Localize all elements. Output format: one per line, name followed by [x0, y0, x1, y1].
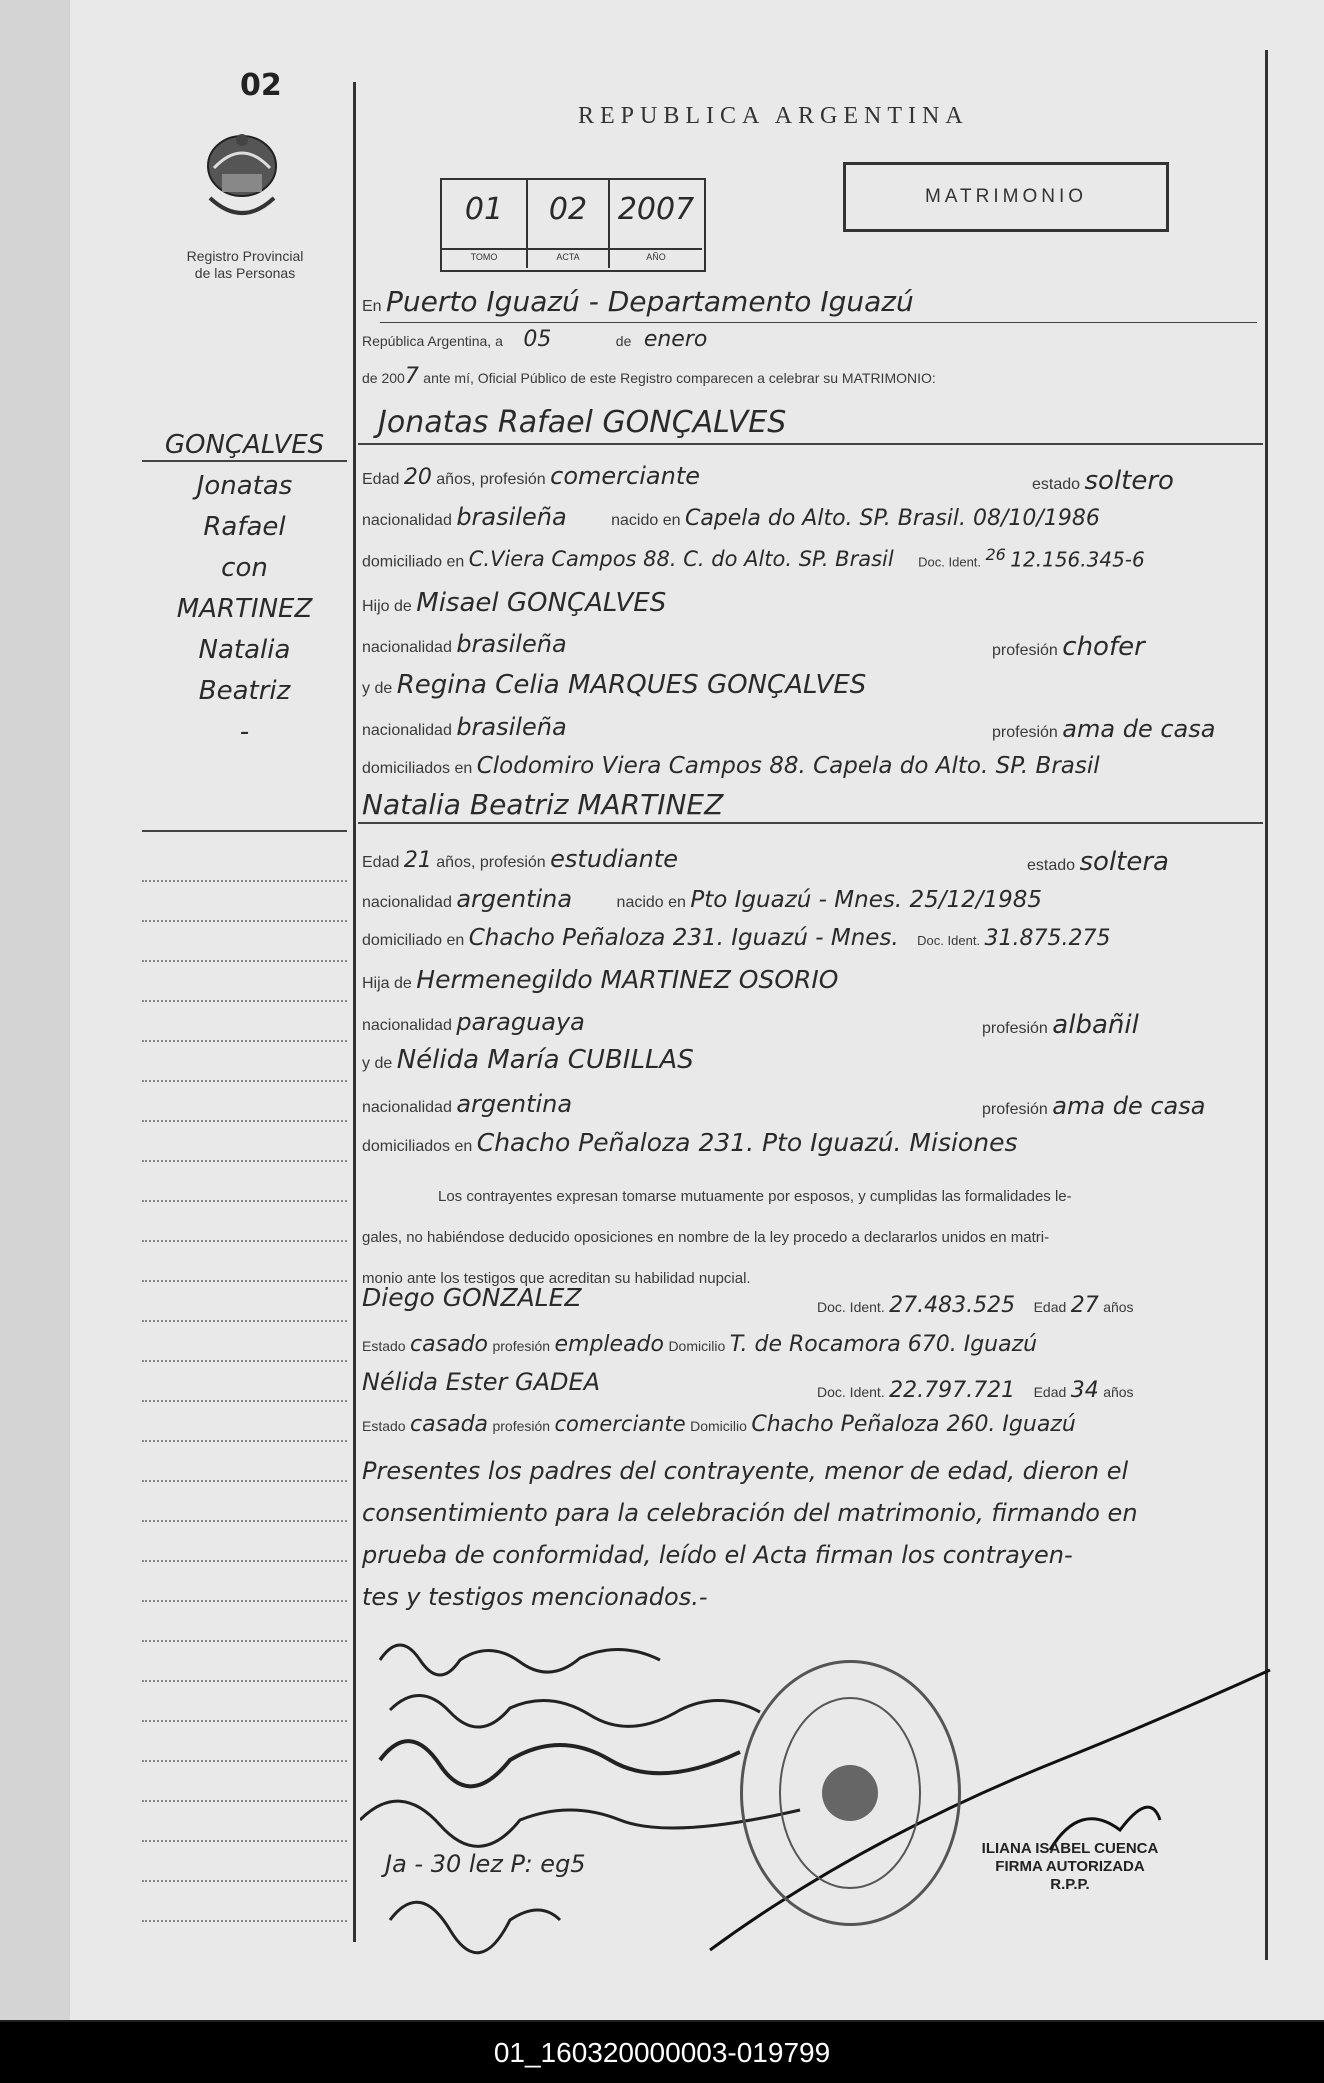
place-line: [362, 285, 1257, 318]
declaration-line: monio ante los testigos que acreditan su habilidad nupcial.: [362, 1270, 751, 1287]
rule: [358, 443, 1263, 445]
margin-name-line: Natalia: [198, 635, 291, 665]
domiciliados-label: domiciliados en: [362, 760, 473, 777]
bride-age: 21: [403, 848, 432, 873]
groom-doc: 12.156.345-6: [1010, 547, 1145, 572]
month-value: enero: [643, 327, 708, 352]
note-line: prueba de conformidad, leído el Acta firman los contrayen-: [362, 1541, 1073, 1569]
anos-label: años: [1103, 1384, 1134, 1400]
bride-age-line: [362, 845, 1257, 877]
tomo-caption: TOMO: [442, 248, 526, 268]
margin-rule: [142, 1000, 347, 1002]
bride-birth: Pto Iguazú - Mnes. 25/12/1985: [690, 887, 1043, 913]
witness-2-age: 34: [1070, 1378, 1099, 1403]
groom-mother-line: [362, 670, 1257, 700]
officer-registry: R.P.P.: [1050, 1876, 1090, 1893]
bride-parents-address: Chacho Peñaloza 231. Pto Iguazú. Misiones: [476, 1128, 1018, 1157]
bride-father: Hermenegildo MARTINEZ OSORIO: [416, 965, 839, 994]
profesion-label: profesión: [992, 642, 1058, 659]
margin-rule: [142, 1680, 347, 1682]
bride-address-line: [362, 925, 1257, 951]
margin-rule: [142, 1480, 347, 1482]
officer-name: ILIANA ISABEL CUENCA: [981, 1840, 1159, 1857]
witness-1-status: casado: [410, 1332, 488, 1357]
bride-nationality: argentina: [456, 885, 573, 913]
nacionalidad-label: nacionalidad: [362, 1099, 452, 1116]
margin-rule: [142, 1040, 347, 1042]
registry-line-1: Registro Provincial: [186, 248, 304, 264]
groom-age-line: [362, 462, 1257, 496]
margin-rule: [142, 1120, 347, 1122]
witness-2-name: Nélida Ester GADEA: [362, 1368, 601, 1396]
margin-rule: [142, 880, 347, 882]
groom-mother: Regina Celia MARQUES GONÇALVES: [396, 670, 867, 700]
edad-label: Edad: [362, 471, 400, 488]
intro-text: ante mí, Oficial Público de este Registro comparecen a celebrar su MATRIMONIO:: [423, 370, 936, 386]
margin-rule: [142, 1720, 347, 1722]
groom-parents-address: Clodomiro Viera Campos 88. Capela do Alto. SP. Brasil: [476, 753, 1100, 779]
groom-address: C.Viera Campos 88. C. do Alto. SP. Brasil: [468, 547, 894, 572]
tomo-value: 01: [464, 192, 504, 227]
witness-1-name: Diego GONZALEZ: [362, 1283, 582, 1312]
bottom-note: Ja - 30 lez P: eg5: [385, 1850, 586, 1878]
profesion-label: profesión: [492, 1338, 551, 1354]
nacionalidad-label: nacionalidad: [362, 512, 452, 529]
witness-1-doc: 27.483.525: [889, 1293, 1016, 1318]
nacionalidad-label: nacionalidad: [362, 639, 452, 656]
groom-birth: Capela do Alto. SP. Brasil. 08/10/1986: [684, 506, 1100, 531]
witness-2-status: casada: [410, 1412, 489, 1437]
officer-stamp-text: [950, 1840, 1190, 1894]
bride-doc: 31.875.275: [984, 926, 1111, 951]
edad-label: Edad: [1033, 1384, 1067, 1400]
groom-father-profession: chofer: [1062, 632, 1145, 662]
year-digit: 7: [404, 364, 419, 389]
margin-name-line: -: [239, 717, 250, 747]
ano-value: 2007: [617, 192, 695, 227]
bride-mother-line: [362, 1045, 1257, 1075]
record-number-boxes: [440, 178, 706, 272]
edad-label: Edad: [362, 854, 400, 871]
profesion-label: profesión: [982, 1101, 1048, 1118]
y-de-label: y de: [362, 1055, 393, 1072]
witness-2-profession: comerciante: [554, 1412, 686, 1436]
groom-nationality: brasileña: [456, 503, 567, 531]
margin-rule: [142, 1520, 347, 1522]
record-type-box: MATRIMONIO: [843, 162, 1169, 232]
margin-rule: [142, 1400, 347, 1402]
registry-label: [170, 248, 320, 282]
witness-2-detail-line: [362, 1412, 1257, 1437]
witness-2-line: [362, 1368, 1257, 1403]
margin-rule: [142, 1440, 347, 1442]
page-edge: [0, 0, 70, 2020]
doc-label: Doc. Ident.: [817, 1384, 885, 1400]
profesion-label: profesión: [492, 1418, 551, 1434]
margin-name-line: Rafael: [203, 512, 286, 542]
groom-father-nat-line: [362, 630, 1257, 662]
domiciliado-label: domiciliado en: [362, 932, 465, 949]
en-label: En: [362, 298, 382, 315]
margin-rule: [142, 1760, 347, 1762]
margin-divider: [142, 830, 347, 832]
estado-label: Estado: [362, 1418, 406, 1434]
bride-father-nationality: paraguaya: [456, 1008, 585, 1036]
tomo-cell: [442, 180, 528, 268]
anos-label: años: [1103, 1299, 1134, 1315]
bride-status: soltera: [1079, 847, 1169, 877]
day-value: 05: [523, 327, 552, 352]
bride-father-profession: albañil: [1052, 1010, 1139, 1040]
margin-names: [142, 425, 347, 753]
margin-name-line: MARTINEZ: [176, 594, 313, 624]
nacido-label: nacido en: [616, 894, 686, 911]
bride-profession: estudiante: [550, 845, 679, 873]
hija-de-label: Hija de: [362, 975, 412, 992]
bride-parents-address-line: [362, 1128, 1257, 1157]
doc-label: Doc. Ident.: [917, 933, 981, 948]
witness-1-line: [362, 1283, 1257, 1318]
profesion-label: años, profesión: [436, 854, 546, 871]
edad-label: Edad: [1033, 1299, 1067, 1315]
groom-parents-address-line: [362, 753, 1257, 779]
declaration-text: [362, 1176, 1257, 1299]
bride-name: Natalia Beatriz MARTINEZ: [362, 788, 724, 821]
margin-rule: [142, 1560, 347, 1562]
profesion-label: años, profesión: [436, 471, 546, 488]
officer-title: FIRMA AUTORIZADA: [995, 1858, 1145, 1875]
margin-rule: [142, 1640, 347, 1642]
hijo-de-label: Hijo de: [362, 598, 412, 615]
groom-address-line: [362, 545, 1257, 571]
declaration-line: gales, no habiéndose deducido oposiciones en nombre de la ley procedo a declararlos unidos en matri-: [362, 1229, 1050, 1246]
witness-2-address: Chacho Peñaloza 260. Iguazú: [751, 1412, 1076, 1437]
registry-line-2: de las Personas: [194, 265, 296, 281]
rule: [380, 322, 1257, 323]
margin-rule: [142, 1360, 347, 1362]
country-title: REPUBLICA ARGENTINA: [578, 103, 969, 129]
intro-line: [362, 364, 1257, 389]
ano-cell: [610, 180, 702, 268]
margin-rule: [142, 1080, 347, 1082]
ano-caption: AÑO: [610, 248, 702, 268]
rule: [358, 822, 1263, 824]
bride-mother-profession: ama de casa: [1052, 1092, 1206, 1120]
year-prefix: de 200: [362, 370, 405, 386]
handwritten-notes: [362, 1450, 1262, 1618]
margin-rule: [142, 1840, 347, 1842]
domiciliado-label: domiciliado en: [362, 553, 465, 571]
nacionalidad-label: nacionalidad: [362, 894, 452, 911]
bride-father-line: [362, 965, 1257, 994]
bride-mother-nat-line: [362, 1090, 1257, 1118]
official-stamp: [740, 1660, 961, 1926]
groom-name: Jonatas Rafael GONÇALVES: [378, 405, 787, 440]
margin-name-line: Beatriz: [198, 676, 291, 706]
note-line: consentimiento para la celebración del matrimonio, firmando en: [362, 1499, 1138, 1527]
estado-label: estado: [1027, 857, 1076, 874]
margin-rule: [142, 1600, 347, 1602]
witness-1-detail-line: [362, 1332, 1257, 1357]
stamp-emblem-icon: [743, 1663, 958, 1923]
witness-1-profession: empleado: [554, 1332, 664, 1357]
place-value: Puerto Iguazú - Departamento Iguazú: [386, 285, 914, 318]
groom-mother-nat-line: [362, 713, 1257, 741]
y-de-label: y de: [362, 680, 393, 697]
footer-code: 01_160320000003-019799: [0, 2022, 1324, 2083]
left-column-border: [353, 82, 356, 1942]
groom-profession: comerciante: [550, 462, 700, 490]
witness-1-age: 27: [1070, 1293, 1099, 1318]
bride-mother: Nélida María CUBILLAS: [396, 1045, 694, 1075]
bride-mother-nationality: argentina: [456, 1090, 573, 1118]
margin-rule: [142, 1200, 347, 1202]
groom-status: soltero: [1084, 466, 1174, 496]
margin-name-line: Jonatas: [196, 471, 293, 501]
nacionalidad-label: nacionalidad: [362, 722, 452, 739]
nacionalidad-label: nacionalidad: [362, 1017, 452, 1034]
doc-label: Doc. Ident.: [918, 554, 982, 570]
margin-rule: [142, 1320, 347, 1322]
margin-rule: [142, 1800, 347, 1802]
margin-rule: [142, 920, 347, 922]
note-line: Presentes los padres del contrayente, menor de edad, dieron el: [362, 1457, 1129, 1485]
bride-address: Chacho Peñaloza 231. Iguazú - Mnes.: [468, 925, 899, 951]
witness-2-doc: 22.797.721: [889, 1378, 1016, 1403]
groom-father: Misael GONÇALVES: [416, 588, 667, 618]
date-line: [362, 327, 1257, 352]
margin-name-line: GONÇALVES: [164, 430, 325, 460]
acta-value: 02: [548, 192, 588, 227]
nacido-label: nacido en: [611, 512, 681, 529]
margin-divider: [142, 460, 347, 462]
margin-rule: [142, 1280, 347, 1282]
groom-father-line: [362, 588, 1257, 618]
margin-name-line: con: [221, 553, 268, 583]
margin-rule: [142, 1880, 347, 1882]
margin-rule: [142, 960, 347, 962]
note-line: tes y testigos mencionados.-: [362, 1583, 708, 1611]
estado-label: estado: [1032, 476, 1081, 493]
estado-label: Estado: [362, 1338, 406, 1354]
domiciliados-label: domiciliados en: [362, 1138, 473, 1155]
de-label: de: [615, 333, 632, 349]
profesion-label: profesión: [992, 724, 1058, 741]
republica-label: República Argentina, a: [362, 333, 503, 349]
groom-mother-nationality: brasileña: [456, 713, 567, 741]
declaration-line: Los contrayentes expresan tomarse mutuamente por esposos, y cumplidas las formalidades le-: [438, 1188, 1072, 1205]
groom-father-nationality: brasileña: [456, 630, 567, 658]
domicilio-label: Domicilio: [690, 1418, 747, 1434]
acta-cell: [528, 180, 610, 268]
bride-father-nat-line: [362, 1008, 1257, 1040]
coat-of-arms-icon: [200, 128, 284, 240]
margin-rule: [142, 1920, 347, 1922]
doc-label: Doc. Ident.: [817, 1299, 885, 1315]
domicilio-label: Domicilio: [668, 1338, 726, 1354]
groom-age: 20: [403, 465, 432, 490]
doc-superscript: 26: [985, 545, 1006, 564]
margin-rule: [142, 1240, 347, 1242]
groom-mother-profession: ama de casa: [1062, 715, 1216, 743]
bride-nationality-line: [362, 885, 1257, 913]
groom-nationality-line: [362, 503, 1257, 531]
profesion-label: profesión: [982, 1020, 1048, 1037]
page-number: 02: [240, 68, 282, 103]
margin-rule: [142, 1160, 347, 1162]
acta-caption: ACTA: [528, 248, 608, 268]
witness-1-address: T. de Rocamora 670. Iguazú: [729, 1332, 1038, 1357]
